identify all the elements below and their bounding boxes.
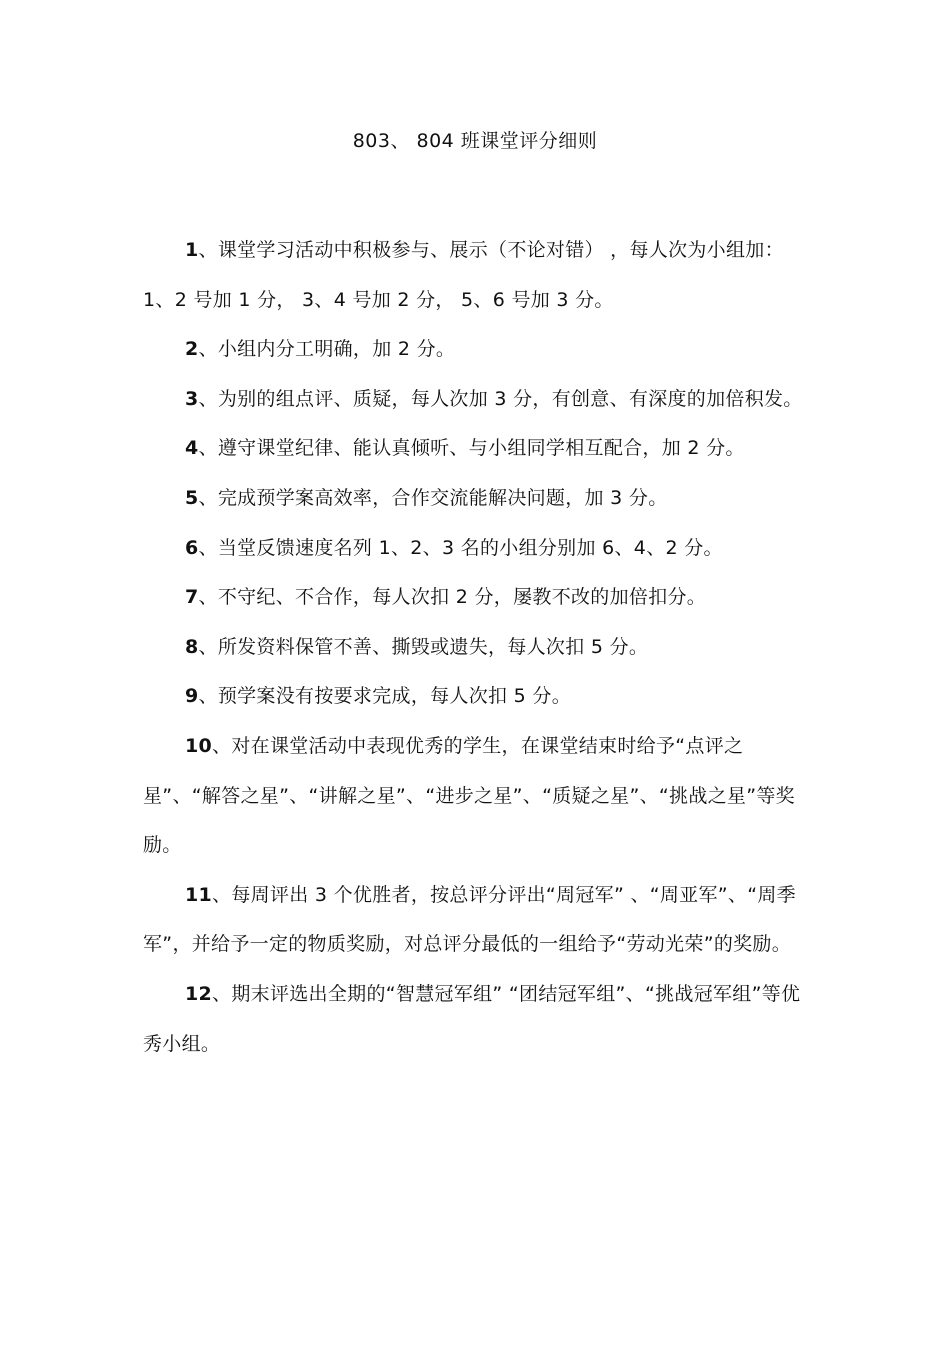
rule-number: 8 [185,635,199,658]
rule-number: 6 [185,536,199,559]
rule-item-5 [143,474,811,524]
rule-number: 12 [185,982,213,1005]
rule-number: 4 [185,437,199,460]
rule-item-6 [143,524,811,574]
rule-item-10 [143,722,811,871]
rule-number: 5 [185,486,199,509]
rule-item-1 [143,226,811,325]
rule-item-9 [143,672,811,722]
rule-item-7 [143,573,811,623]
rule-text: 、所发资料保管不善、撕毁或遗失，每人次扣 5 分。 [198,635,649,658]
rule-item-2 [143,325,811,375]
rule-number: 10 [185,734,213,757]
rule-text: 、不守纪、不合作，每人次扣 2 分，屡教不改的加倍扣分。 [198,586,707,609]
rule-number: 9 [185,685,199,708]
rule-text: 、对在课堂活动中表现优秀的学生，在课堂结束时给予“点评之星”、“解答之星”、“讲解之星”、“进步之星”、“质疑之星”、“挑战之星”等奖励。 [143,734,795,857]
rule-text: 、完成预学案高效率，合作交流能解决问题，加 3 分。 [198,486,668,509]
rules-list [143,226,811,1069]
rule-item-4 [143,424,811,474]
rule-number: 7 [185,586,199,609]
rule-item-12 [143,970,811,1069]
rule-text: 、小组内分工明确，加 2 分。 [198,338,456,361]
rule-number: 2 [185,338,199,361]
rule-item-11 [143,871,811,970]
rule-number: 3 [185,387,199,410]
rule-text: 、遵守课堂纪律、能认真倾听、与小组同学相互配合，加 2 分。 [198,437,745,460]
rule-text: 、课堂学习活动中积极参与、展示（不论对错） ，每人次为小组加：1、2 号加 1 分， 3、4 号加 2 分， 5、6 号加 3 分。 [143,239,784,311]
rule-text: 、当堂反馈速度名列 1、2、3 名的小组分别加 6、4、2 分。 [198,536,723,559]
rule-number: 11 [185,883,213,906]
rule-text: 、预学案没有按要求完成，每人次扣 5 分。 [198,685,571,708]
document-title: 803、 804 班课堂评分细则 [352,130,598,152]
rule-text: 、期末评选出全期的“智慧冠军组” “团结冠军组”、“挑战冠军组”等优秀小组。 [143,982,801,1055]
rule-text: 、每周评出 3 个优胜者，按总评分评出“周冠军” 、“周亚军”、“周季军”，并给予一定的物质奖励，对总评分最低的一组给予“劳动光荣”的奖励。 [143,883,796,956]
rule-item-3 [143,375,811,425]
rule-text: 、为别的组点评、质疑，每人次加 3 分，有创意、有深度的加倍积发。 [198,387,803,410]
rule-number: 1 [185,239,199,261]
rule-item-8 [143,623,811,673]
